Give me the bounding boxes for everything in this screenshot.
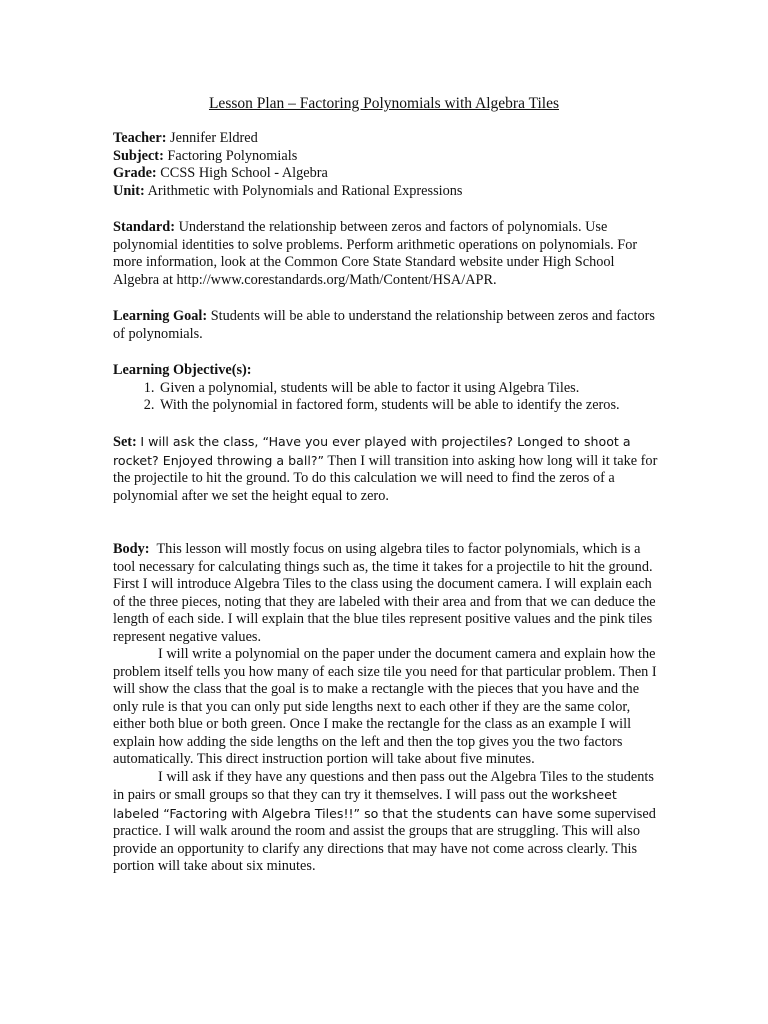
- objective-item: 1. Given a polynomial, students will be able to factor it using Algebra Tiles.: [158, 380, 663, 398]
- learning-goal-section: Learning Goal: Students will be able to understand the relationship between zeros and factors of polynomials.: [113, 308, 655, 342]
- body-paragraph: Body: This lesson will mostly focus on using algebra tiles to factor polynomials, which is a tool necessary for calculating things such as, the time it takes for a projectile to hit the ground. First I will introduce Algebra Tiles to the class using the document camera. I will explain each of the three pieces, noting that they are labeled with their area and from that we can deduce the length of each side. I will explain that the blue tiles represent positive values and the pink tiles represent negative values.: [113, 541, 656, 645]
- objectives-section: Learning Objective(s): 1. Given a polynomial, students will be able to factor it using Algebra Tiles. 2. With the polynomial in factored form, students will be able to identify the zeros.: [113, 362, 663, 415]
- lesson-meta: [113, 130, 663, 200]
- standard-section: Standard: Understand the relationship between zeros and factors of polynomials. Use polynomial identities to solve problems. Perform arithmetic operations on polynomials. For more information, look at the Common Core State Standard website under High School Algebra at http://www.corestandards.org/Math/Content/HSA/APR.: [113, 219, 638, 288]
- objective-item: 2. With the polynomial in factored form, students will be able to identify the zeros.: [158, 397, 663, 415]
- body-paragraph: I will write a polynomial on the paper under the document camera and explain how the problem itself tells you how many of each size tile you need for that particular problem. Then I will show the class that the goal is to make a rectangle with the pieces that you have and the only rule is that you can only put side lengths next to each other if they are the same color, either both blue or both green. Once I make the rectangle for the class as an example I will explain how adding the side lengths on the left and then the top gives you the two factors automatically. This direct instruction portion will take about five minutes.: [113, 646, 657, 767]
- objectives-list: [113, 380, 663, 415]
- body-section: [113, 541, 663, 876]
- body-paragraph: I will ask if they have any questions and then pass out the Algebra Tiles to the students in pairs or small groups so that they can try it themselves. I will pass out the worksheet labeled “Factoring with Algebra Tiles!!” so that the students can have some supervised practice. I will walk around the room and assist the groups that are struggling. This will also provide an opportunity to clarify any directions that may have not come across clearly. This portion will take about six minutes.: [113, 768, 656, 874]
- unit-line: Unit: Arithmetic with Polynomials and Rational Expressions: [113, 182, 463, 199]
- set-section: Set: I will ask the class, “Have you ever played with projectiles? Longed to shoot a rocket? Enjoyed throwing a ball?” Then I will transition into asking how long will it take for the projectile to hit the ground. To do this calculation we will need to find the zeros of a polynomial after we set the height equal to zero.: [113, 434, 658, 504]
- teacher-line: Teacher: Jennifer Eldred: [113, 130, 258, 146]
- grade-line: Grade: CCSS High School - Algebra: [113, 165, 328, 181]
- subject-line: Subject: Factoring Polynomials: [113, 147, 298, 164]
- document-title: Lesson Plan – Factoring Polynomials with Algebra Tiles: [208, 95, 560, 112]
